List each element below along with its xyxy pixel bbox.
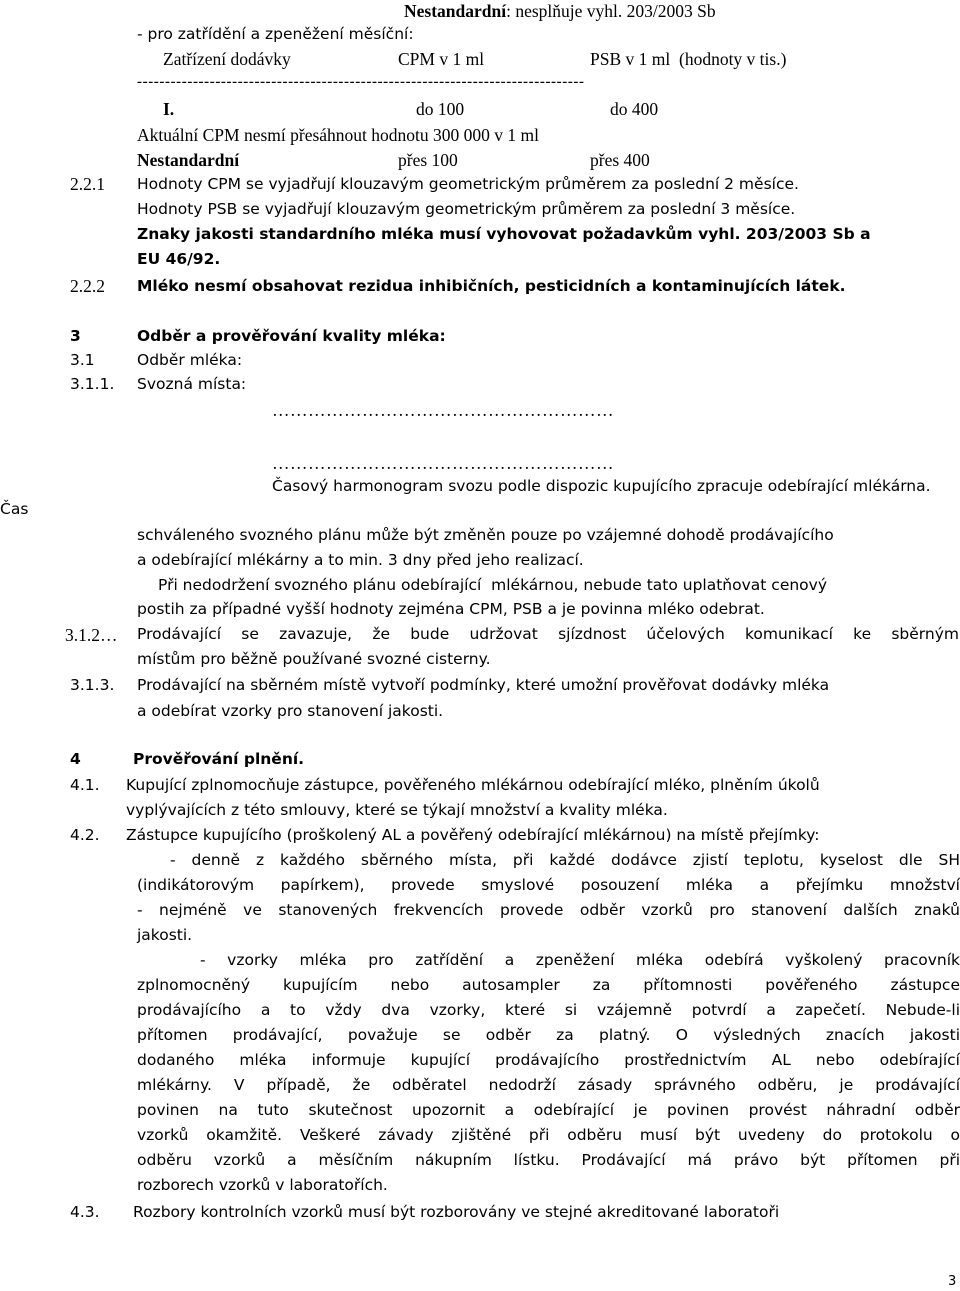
section-3-1-3-number: 3.1.3. [70, 676, 115, 694]
section-4-1-line-1: Kupující zplnomocňuje zástupce, pověřeného mlékárnou odebírající mléko, plněním úkolů [126, 776, 820, 794]
section-4-2-p2-line-5: dodaného mléka informuje kupující prodávajícího prostřednictvím AL nebo odebírající [137, 1051, 960, 1069]
section-4-3-number: 4.3. [70, 1203, 100, 1221]
section-4-2-p2-line-3: prodávajícího a to vždy dva vzorky, které si vzájemně potvrdí a zapečetí. Nebude-li [137, 1001, 960, 1019]
section-4-2-p2-line-2: zplnomocněný kupujícím nebo autosampler za přítomnosti pověřeného zástupce [137, 976, 960, 994]
section-4-2-p2-line-7: povinen na tuto skutečnost upozornit a odebírající je povinen provést náhradní odběr [137, 1101, 960, 1119]
section-2-2-1-line-3: Znaky jakosti standardního mléka musí vyhovovat požadavkům vyhl. 203/2003 Sb a [137, 225, 871, 243]
section-4-2-p1-line-1: - denně z každého sběrného místa, při každé dodávce zjistí teplotu, kyselost dle SH [170, 851, 960, 869]
section-2-2-1-line-4: EU 46/92. [137, 250, 221, 268]
section-4-2-p2-line-4: přítomen prodávající, považuje se odběr za platný. O výsledných znacích jakosti [137, 1026, 960, 1044]
header-line-2: - pro zatřídění a zpeněžení měsíční: [137, 25, 414, 43]
section-4-2-p1-line-2: (indikátorovým papírkem), provede smysl​ové posouzení mléka a přejímku množství [137, 876, 960, 894]
row2-cpm: přes 100 [398, 150, 458, 170]
section-4-2-p2-line-6: mlékárny. V případě, že odběratel nedodrží zásady správného odběru, je prodávající [137, 1076, 960, 1094]
section-3-1-3-line-2: a odebírat vzorky pro stanovení jakosti. [137, 702, 444, 720]
section-4-2-number: 4.2. [70, 826, 100, 844]
section-2-2-2-number: 2.2.2 [70, 276, 105, 296]
header-line-1-rest: : nesplňuje vyhl. 203/2003 Sb [506, 1, 716, 21]
page-number: 3 [948, 1274, 957, 1289]
section-4-title: Prověřování plnění. [133, 750, 305, 768]
dotted-placeholder-1: ………………………………………………… [272, 400, 614, 420]
section-4-2-p2-line-10: rozborech vzorků v laboratořích. [137, 1176, 388, 1194]
nedodrzeni-line-1: Při nedodržení svozného plánu odebírající mlékárnou, nebude tato uplatňovat cenový [158, 576, 828, 594]
section-4-2-p1-line-4: jakosti. [137, 926, 193, 944]
table-head-col3: PSB v 1 ml (hodnoty v tis.) [590, 49, 787, 69]
section-3-1-2-line-2: místům pro běžně používané svozné cisterny. [137, 650, 491, 668]
nedodrzeni-line-2: postih za případné vyšší hodnoty zejména CPM, PSB a je povinna mléko odebrat. [137, 600, 765, 618]
row2-class: Nestandardní [137, 150, 240, 170]
section-3-number: 3 [70, 327, 81, 345]
section-4-number: 4 [70, 750, 81, 768]
section-4-2-p2-line-8: vzorků okamžitě. Veškeré závady zjištěné při odběru musí být uvedeny do protokolu o [137, 1126, 960, 1144]
section-2-2-1-number: 2.2.1 [70, 174, 105, 194]
section-2-2-1-line-1: Hodnoty CPM se vyjadřují klouzavým geometrickým průměrem za poslední 2 měsíce. [137, 175, 799, 193]
dotted-placeholder-2: ………………………………………………… [272, 453, 614, 473]
section-3-1-1-title: Svozná místa: [137, 375, 247, 393]
table-head-col1: Zatřízení dodávky [163, 49, 291, 69]
row1-cpm: do 100 [416, 99, 465, 119]
header-line-1 [404, 3, 716, 21]
section-4-2-p2-line-9: odběru vzorků a měsíčním nákupním lístku. Prodávající má právo být přítomen při [137, 1151, 960, 1169]
section-3-title: Odběr a prověřování kvality mléka: [137, 327, 446, 345]
section-4-1-line-2: vyplývajících z této smlouvy, které se týkají množství a kvality mléka. [126, 801, 668, 819]
harmonogram-text: Časový harmonogram svozu podle dispozic kupujícího zpracuje odebírající mlékárna. [272, 477, 931, 495]
section-4-3-text: Rozbory kontrolních vzorků musí být rozborovány ve stejné akreditované laboratoři [133, 1203, 780, 1221]
section-3-1-number: 3.1 [70, 351, 95, 369]
section-4-2-p2-line-1: - vzorky mléka pro zatřídění a zpeněžení mléka odebírá vyškolený pracovník [200, 951, 960, 969]
nestandardni-label: Nestandardní [404, 1, 507, 21]
row2-psb: přes 400 [590, 150, 650, 170]
table-head-col2: CPM v 1 ml [398, 49, 485, 69]
section-3-1-title: Odběr mléka: [137, 351, 243, 369]
section-3-1-3-line-1: Prodávající na sběrném místě vytvoří podmínky, které umožní prověřovat dodávky mléka [137, 676, 830, 694]
side-label-cas: Čas [0, 500, 29, 518]
section-3-1-2-line-1: Prodávající se zavazuje, že bude udržovat sjízdnost účelových komunikací ke sběrným [137, 625, 959, 643]
cpm-limit-note: Aktuální CPM nesmí přesáhnout hodnotu 300 000 v 1 ml [137, 125, 540, 145]
section-3-1-1-number: 3.1.1. [70, 375, 115, 393]
section-3-1-2-number: 3.1.2… [65, 625, 118, 645]
row1-class: I. [163, 99, 175, 119]
schvaleny-line-1: schváleného svozného plánu může být změněn pouze po vzájemné dohodě prodávajícího [137, 526, 834, 544]
section-4-2-line-1: Zástupce kupujícího (proškolený AL a pověřený odebírající mlékárnou) na místě přejímky: [126, 826, 820, 844]
section-2-2-2-text: Mléko nesmí obsahovat rezidua inhibičních, pesticidních a kontaminujících látek. [137, 277, 846, 295]
table-separator: -------------------------------------------------------------------------------- [137, 74, 585, 90]
section-4-2-p1-line-3: - nejméně ve stanovených frekvencích provede odběr vzorků pro stanovení dalších znaků [137, 901, 960, 919]
schvaleny-line-2: a odebírající mlékárny a to min. 3 dny před jeho realizací. [137, 551, 584, 569]
row1-psb: do 400 [610, 99, 659, 119]
section-4-1-number: 4.1. [70, 776, 100, 794]
section-2-2-1-line-2: Hodnoty PSB se vyjadřují klouzavým geometrickým průměrem za poslední 3 měsíce. [137, 200, 796, 218]
